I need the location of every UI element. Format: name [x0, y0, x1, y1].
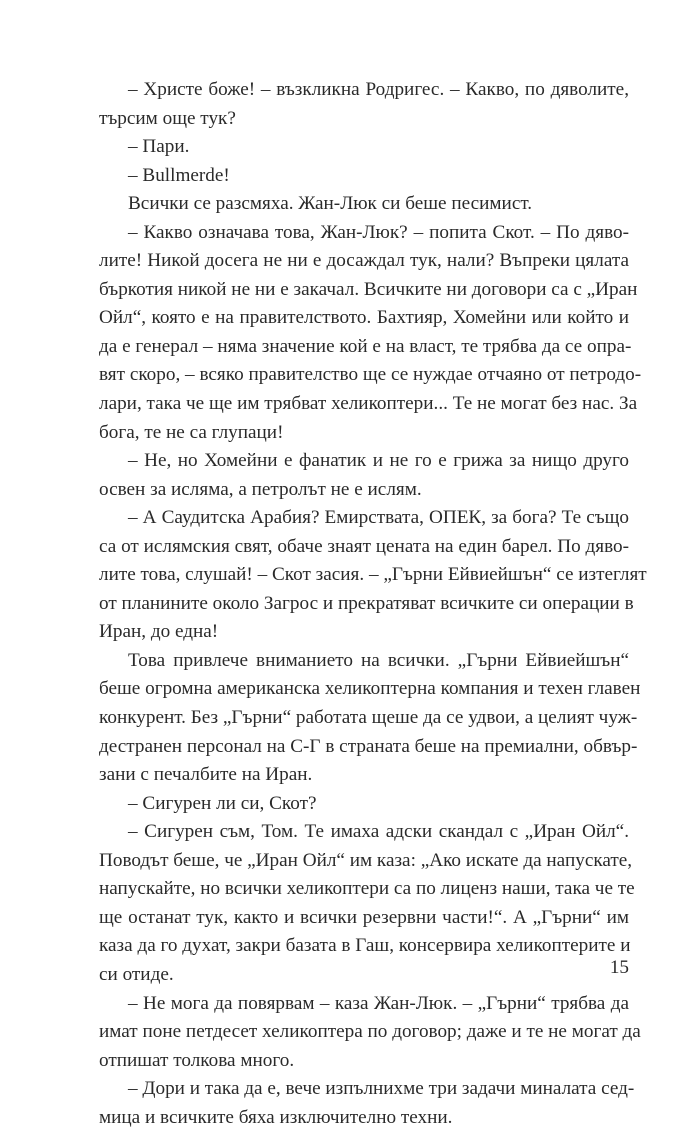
text-line: са от ислямския свят, обаче знаят цената на един барел. По дяво-	[99, 535, 630, 557]
text-line: лари, така че ще им трябват хеликоптери... Те не могат без нас. За	[99, 393, 638, 415]
text-line: – Дори и така да е, вече изпълнихме три задачи миналата сед-	[128, 1078, 635, 1100]
body-text	[99, 76, 647, 1132]
text-line: Поводът беше, че „Иран Ойл“ им каза: „Ако искате да напускате,	[99, 849, 633, 871]
text-line: каза да го духат, закри базата в Гаш, консервира хеликоптерите и	[99, 935, 631, 957]
text-line: Всички се разсмяха. Жан-Люк си беше песимист.	[128, 193, 533, 215]
text-line: имат поне петдесет хеликоптера по договор; даже и те не могат да	[99, 1021, 641, 1043]
text-line: мица и всичките бяха изключително техни.	[99, 1106, 453, 1128]
text-line: вят скоро, – всяко правителство ще се нуждае отчаяно от петродо-	[99, 364, 642, 386]
text-line: си отиде.	[99, 963, 174, 985]
text-line: Това привлече вниманието на всички. „Гърни Ейвиейшън“	[128, 649, 629, 671]
text-line: – Сигурен ли си, Скот?	[128, 792, 317, 814]
text-line: ще останат тук, както и всички резервни части!“. А „Гърни“ им	[99, 906, 629, 928]
text-line: – А Саудитска Арабия? Емирствата, ОПЕК, за бога? Те също	[128, 507, 629, 529]
text-line: търсим още тук?	[99, 107, 236, 129]
text-line: – Пари.	[128, 136, 190, 158]
text-line: зани с печалбите на Иран.	[99, 764, 313, 786]
text-line: Иран, до една!	[99, 621, 219, 643]
text-line: беше огромна американска хеликоптерна компания и техен главен	[99, 678, 641, 700]
text-line: бога, те не са глупаци!	[99, 421, 284, 443]
text-line: лите! Никой досега не ни е досаждал тук, нали? Въпреки цялата	[99, 250, 629, 272]
text-line: напускайте, но всички хеликоптери са по лиценз наши, така че те	[99, 878, 635, 900]
text-line: отпишат толкова много.	[99, 1049, 295, 1071]
text-line: бъркотия никой не ни е закачал. Всичките ни договори са с „Иран	[99, 278, 638, 300]
text-line: – Христе боже! – възкликна Родригес. – Какво, по дяволите,	[128, 79, 629, 100]
text-line: дестранен персонал на С-Г в страната беше на премиални, обвър-	[99, 735, 638, 757]
text-line: – Не, но Хомейни е фанатик и не го е грижа за нищо друго	[128, 450, 629, 472]
text-line: – Какво означава това, Жан-Люк? – попита Скот. – По дяво-	[128, 221, 629, 243]
text-line: освен за исляма, а петролът не е ислям.	[99, 478, 422, 500]
text-line: – Сигурен съм, Том. Те имаха адски скандал с „Иран Ойл“.	[128, 821, 629, 843]
text-line: от планините около Загрос и прекратяват всичките си операции в	[99, 592, 634, 614]
page-number: 15	[609, 957, 629, 978]
text-line: лите това, слушай! – Скот засия. – „Гърни Ейвиейшън“ се изтеглят	[99, 564, 647, 586]
text-line: – Не мога да повярвам – каза Жан-Люк. – „Гърни“ трябва да	[128, 992, 629, 1014]
text-line: да е генерал – няма значение кой е на власт, те трябва да се опра-	[99, 335, 632, 357]
text-line: конкурент. Без „Гърни“ работата щеше да се удвои, а целият чуж-	[99, 707, 638, 729]
text-line: Ойл“, която е на правителството. Бахтияр, Хомейни или който и	[99, 307, 629, 329]
text-line: – Bullmerde!	[128, 164, 230, 186]
